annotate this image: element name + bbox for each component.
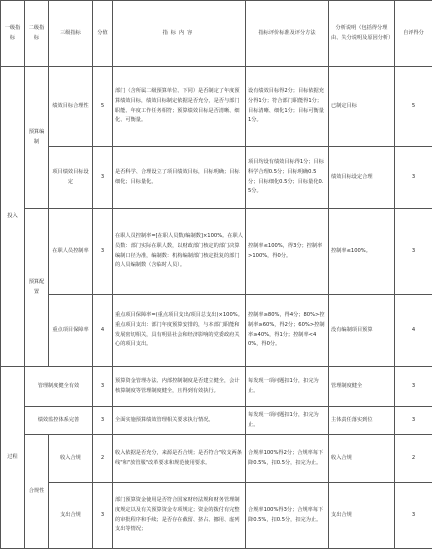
table-row — [1, 67, 432, 147]
row-content: 是否科学、合理设立了项目绩效目标，目标明确；目标细化；目标量化。 — [113, 147, 246, 209]
row-content: 部门预算资金使用是否符合国家财经法规和财务管理制度规定以及有关预算资金专项规定；资金的拨付有完整的审批程序和手续；是否存在截留、挤占、挪用、虚列支出等情况； — [113, 483, 246, 549]
section-input: 投入 — [1, 67, 25, 367]
row-analysis: 收入合规 — [329, 435, 395, 483]
row-self-score: 3 — [395, 483, 432, 549]
row-l3: 重点项目保障率 — [49, 295, 93, 367]
row-criteria: 项目均设有绩效目标得1分；目标科学合理0.5分；目标明确0.5分；目标细化0.5分；目标量化0.5分。 — [246, 147, 329, 209]
table-row — [1, 367, 432, 407]
row-analysis: 已制定目标 — [329, 67, 395, 147]
table-row — [1, 435, 432, 483]
row-self-score: 3 — [395, 147, 432, 209]
row-l2: 绩效监控体系完善 — [25, 407, 93, 435]
row-score: 5 — [93, 67, 113, 147]
row-self-score: 5 — [395, 67, 432, 147]
header-score: 分值 — [93, 1, 113, 67]
header-self-score: 自评得分 — [395, 1, 432, 67]
row-analysis: 管理制度健全 — [329, 367, 395, 407]
table-row — [1, 209, 432, 295]
row-l2: 管理制度健全有效 — [25, 367, 93, 407]
row-l2: 合规性 — [25, 435, 49, 549]
table-row — [1, 483, 432, 549]
row-l3: 绩效目标合理性 — [49, 67, 93, 147]
header-level2: 二级指标 — [25, 1, 49, 67]
row-score: 3 — [93, 209, 113, 295]
row-analysis: 绩效目标设定合理 — [329, 147, 395, 209]
row-content: 预算资金管理办法、内部控制制度是否建立健全，会计核算制度等管理制度健全，且得到有效执行。 — [113, 367, 246, 407]
row-score: 3 — [93, 407, 113, 435]
header-criteria: 指标评价标准及评分方法 — [246, 1, 329, 67]
row-l3: 收入合规 — [49, 435, 93, 483]
header-connotation: 指标内容 — [113, 1, 246, 67]
header-analysis: 分析说明（包括得分理由、失分说明及原因分析） — [329, 1, 395, 67]
header-level1: 一级指标 — [1, 1, 25, 67]
table-row — [1, 295, 432, 367]
row-criteria: 控制率≥80%，得4分；80%>控制率≥60%，得2分；60%>控制率≥40%，得1分；控制率<40%，得0分。 — [246, 295, 329, 367]
section-process: 过程 — [1, 367, 25, 549]
row-self-score: 4 — [395, 295, 432, 367]
row-score: 3 — [93, 147, 113, 209]
row-content: 收入依据是否充分，来源是否合规；是否符合"收支两条线"和"放管服"改革要求和规范使用要求。 — [113, 435, 246, 483]
section-decision: 预算编制 — [25, 67, 49, 209]
row-content: 在职人员控制率=[在职人员数/编制数]×100%。在职人员数：部门实际在职人数，以财政部门核定的部门决算编制口径为准，编制数：机构编制部门核定批复的部门的人员编制数（含临时人员）。 — [113, 209, 246, 295]
header-level3: 三级指标 — [49, 1, 93, 67]
table-row — [1, 147, 432, 209]
row-analysis: 主体责任落实到位 — [329, 407, 395, 435]
row-criteria: 合规率100%得2分；合规率每下降0.5%，扣0.5分，扣完为止。 — [246, 435, 329, 483]
row-analysis: 控制率≤100%。 — [329, 209, 395, 295]
row-content: 重点项目保障率=(重点项目支出/项目总支出)×100%。重点项目支出：部门年度预算安排的，与本部门职能和发展密切相关，具有明显社会和经济影响的党委政府关心的项目支出。 — [113, 295, 246, 367]
row-criteria: 合规率100%得3分；合规率每下降0.5%，扣0.5分，扣完为止。 — [246, 483, 329, 549]
row-criteria: 控制率≤100%，得3分；控制率>100%，得0分。 — [246, 209, 329, 295]
row-content: 全面实施预算绩效管理相关要求执行情况。 — [113, 407, 246, 435]
row-l3: 项目绩效目标设定 — [49, 147, 93, 209]
row-self-score: 2 — [395, 435, 432, 483]
row-score: 4 — [93, 295, 113, 367]
row-analysis: 支出合规 — [329, 483, 395, 549]
row-criteria: 每发现一项问题扣1分，扣完为止。 — [246, 407, 329, 435]
row-criteria: 设有绩效目标得2分；目标依据充分得1分；符合部门职能得1分；目标清晰、细化1分；目标可衡量1分。 — [246, 67, 329, 147]
row-score: 2 — [93, 435, 113, 483]
row-l3: 在职人员控制率 — [49, 209, 93, 295]
table-row — [1, 407, 432, 435]
header-row — [1, 1, 432, 67]
row-l3: 支出合规 — [49, 483, 93, 549]
row-self-score: 3 — [395, 367, 432, 407]
row-self-score: 3 — [395, 407, 432, 435]
row-score: 3 — [93, 483, 113, 549]
row-analysis: 没有编制项目预算 — [329, 295, 395, 367]
row-criteria: 每发现一项问题扣1分，扣完为止。 — [246, 367, 329, 407]
row-content: 部门（含所属二级预算单位、下同）是否制定了年度预算绩效目标，绩效目标制定依据是否充分，是否与部门职能、年度工作任务相符；预算绩效目标是否清晰、细化、可衡量。 — [113, 67, 246, 147]
section-funding: 预算配置 — [25, 209, 49, 367]
row-score: 3 — [93, 367, 113, 407]
row-self-score: 3 — [395, 209, 432, 295]
